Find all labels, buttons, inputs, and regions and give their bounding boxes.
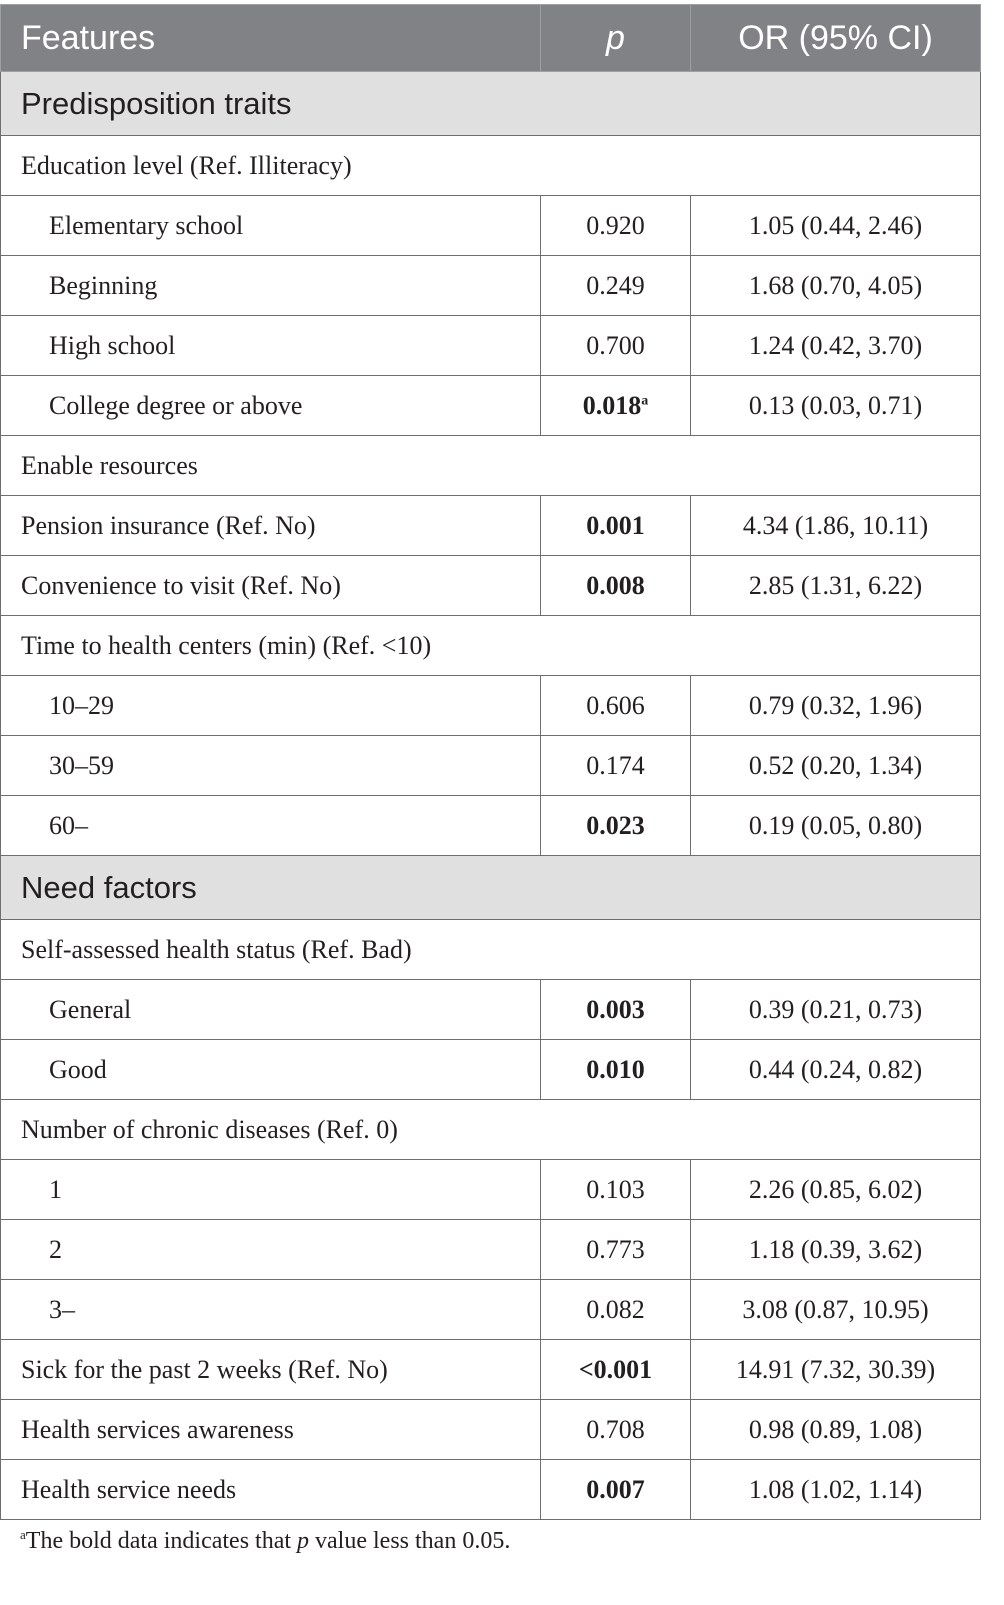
p-value: 0.920 xyxy=(541,196,691,256)
p-value: 0.082 xyxy=(541,1280,691,1340)
row-label: Convenience to visit (Ref. No) xyxy=(1,556,541,616)
row-label: 60– xyxy=(1,796,541,856)
footnote-text-post: value less than 0.05. xyxy=(309,1528,511,1554)
section-row xyxy=(1,72,981,136)
footnote-p: p xyxy=(297,1528,310,1554)
row-label: 10–29 xyxy=(1,676,541,736)
features-header: Features xyxy=(1,5,541,72)
or-value: 0.79 (0.32, 1.96) xyxy=(691,676,981,736)
table-row xyxy=(1,736,981,796)
table-row xyxy=(1,316,981,376)
or-value: 2.26 (0.85, 6.02) xyxy=(691,1160,981,1220)
or-value: 0.44 (0.24, 0.82) xyxy=(691,1040,981,1100)
row-label: 1 xyxy=(1,1160,541,1220)
p-header: p xyxy=(541,5,691,72)
table-row xyxy=(1,1280,981,1340)
row-label: Elementary school xyxy=(1,196,541,256)
group-row xyxy=(1,616,981,676)
row-label: Health service needs xyxy=(1,1460,541,1520)
table-row xyxy=(1,376,981,436)
or-value: 0.13 (0.03, 0.71) xyxy=(691,376,981,436)
table-footnote xyxy=(20,1528,510,1555)
header-row xyxy=(1,5,981,72)
or-value: 1.05 (0.44, 2.46) xyxy=(691,196,981,256)
group-health-status: Self-assessed health status (Ref. Bad) xyxy=(1,920,981,980)
footnote-text-pre: The bold data indicates that xyxy=(25,1528,298,1554)
p-value: 0.001 xyxy=(541,496,691,556)
group-row xyxy=(1,136,981,196)
p-value: <0.001 xyxy=(541,1340,691,1400)
or-value: 2.85 (1.31, 6.22) xyxy=(691,556,981,616)
section-predisposition: Predisposition traits xyxy=(1,72,981,136)
or-value: 0.19 (0.05, 0.80) xyxy=(691,796,981,856)
footnote-mark: a xyxy=(20,1527,26,1542)
or-value: 14.91 (7.32, 30.39) xyxy=(691,1340,981,1400)
group-row xyxy=(1,1100,981,1160)
p-value: 0.606 xyxy=(541,676,691,736)
p-value-text: 0.018 xyxy=(582,390,642,420)
p-value: 0.007 xyxy=(541,1460,691,1520)
row-label: 30–59 xyxy=(1,736,541,796)
p-value: 0.174 xyxy=(541,736,691,796)
table-row xyxy=(1,1220,981,1280)
section-row xyxy=(1,856,981,920)
or-value: 1.08 (1.02, 1.14) xyxy=(691,1460,981,1520)
group-row xyxy=(1,436,981,496)
p-value: 0.249 xyxy=(541,256,691,316)
group-time: Time to health centers (min) (Ref. <10) xyxy=(1,616,981,676)
row-label: Pension insurance (Ref. No) xyxy=(1,496,541,556)
p-value: 0.708 xyxy=(541,1400,691,1460)
footnote-mark: a xyxy=(641,392,649,408)
group-enable: Enable resources xyxy=(1,436,981,496)
table-row xyxy=(1,1460,981,1520)
or-header: OR (95% CI) xyxy=(691,5,981,72)
row-label: 2 xyxy=(1,1220,541,1280)
or-value: 0.52 (0.20, 1.34) xyxy=(691,736,981,796)
table-row xyxy=(1,1400,981,1460)
row-label: High school xyxy=(1,316,541,376)
p-value: 0.103 xyxy=(541,1160,691,1220)
group-chronic: Number of chronic diseases (Ref. 0) xyxy=(1,1100,981,1160)
table-row xyxy=(1,1340,981,1400)
or-value: 0.39 (0.21, 0.73) xyxy=(691,980,981,1040)
row-label: 3– xyxy=(1,1280,541,1340)
p-value: 0.773 xyxy=(541,1220,691,1280)
table-row xyxy=(1,556,981,616)
table-row xyxy=(1,196,981,256)
or-value: 1.68 (0.70, 4.05) xyxy=(691,256,981,316)
row-label: Sick for the past 2 weeks (Ref. No) xyxy=(1,1340,541,1400)
regression-table xyxy=(0,4,981,1520)
table-row xyxy=(1,980,981,1040)
group-education: Education level (Ref. Illiteracy) xyxy=(1,136,981,196)
row-label: College degree or above xyxy=(1,376,541,436)
p-value xyxy=(541,376,691,436)
table-row xyxy=(1,676,981,736)
p-value: 0.010 xyxy=(541,1040,691,1100)
row-label: Beginning xyxy=(1,256,541,316)
table-row xyxy=(1,1040,981,1100)
table-row xyxy=(1,496,981,556)
row-label: Health services awareness xyxy=(1,1400,541,1460)
section-need: Need factors xyxy=(1,856,981,920)
or-value: 4.34 (1.86, 10.11) xyxy=(691,496,981,556)
group-row xyxy=(1,920,981,980)
table-row xyxy=(1,1160,981,1220)
p-value: 0.023 xyxy=(541,796,691,856)
or-value: 1.18 (0.39, 3.62) xyxy=(691,1220,981,1280)
or-value: 3.08 (0.87, 10.95) xyxy=(691,1280,981,1340)
p-value: 0.008 xyxy=(541,556,691,616)
p-value: 0.003 xyxy=(541,980,691,1040)
p-value: 0.700 xyxy=(541,316,691,376)
row-label: Good xyxy=(1,1040,541,1100)
row-label: General xyxy=(1,980,541,1040)
or-value: 0.98 (0.89, 1.08) xyxy=(691,1400,981,1460)
or-value: 1.24 (0.42, 3.70) xyxy=(691,316,981,376)
table-row xyxy=(1,796,981,856)
table-row xyxy=(1,256,981,316)
